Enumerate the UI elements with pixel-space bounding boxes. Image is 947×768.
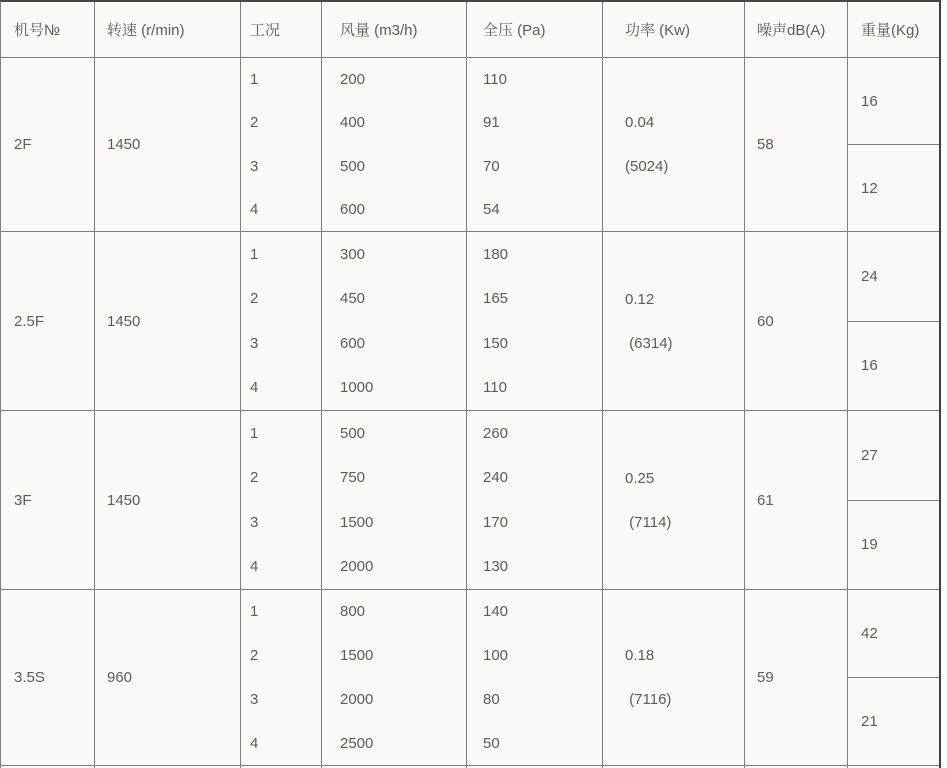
pressure-value: 100 xyxy=(483,647,509,665)
header-condition: 工况 xyxy=(241,2,322,57)
condition-value: 1 xyxy=(250,71,259,89)
power-value: 0.12 xyxy=(625,290,655,308)
power-cell xyxy=(603,58,745,231)
power-value: 0.25 xyxy=(625,469,655,487)
pressure-value: 130 xyxy=(483,558,509,576)
power-note: (7116) xyxy=(625,691,672,708)
volume-value: 600 xyxy=(340,334,366,352)
power-note: (7114) xyxy=(625,513,672,531)
condition-value: 2 xyxy=(250,290,259,308)
model-value: 3F xyxy=(1,411,95,589)
pressure-value: 140 xyxy=(483,603,509,621)
volume-value: 1500 xyxy=(340,647,374,665)
volume-value: 500 xyxy=(340,424,366,442)
condition-value: 3 xyxy=(250,334,259,352)
volume-value: 800 xyxy=(340,603,366,621)
noise-value: 59 xyxy=(745,590,848,765)
volume-value: 1000 xyxy=(340,379,374,397)
condition-value: 3 xyxy=(250,513,259,531)
volume-value: 200 xyxy=(340,71,366,89)
noise-value: 58 xyxy=(745,58,848,231)
volume-value: 2000 xyxy=(340,690,374,708)
noise-value: 61 xyxy=(745,411,848,589)
power-note: (5024) xyxy=(625,158,669,175)
speed-value: 1450 xyxy=(95,232,241,410)
model-value: 3.5S xyxy=(1,590,95,765)
table-row xyxy=(1,232,939,411)
condition-value: 2 xyxy=(250,469,259,487)
weight-cell xyxy=(848,590,939,765)
pressure-value: 150 xyxy=(483,334,509,352)
table-row xyxy=(1,411,939,590)
condition-value: 3 xyxy=(250,690,259,708)
volume-cell xyxy=(322,590,467,765)
power-cell xyxy=(603,232,745,410)
pressure-cell xyxy=(467,590,603,765)
condition-value: 4 xyxy=(250,558,259,576)
condition-value: 4 xyxy=(250,379,259,397)
volume-value: 400 xyxy=(340,114,366,132)
condition-value: 1 xyxy=(250,245,259,263)
weight-value: 42 xyxy=(848,590,939,678)
power-cell xyxy=(603,411,745,589)
condition-value: 3 xyxy=(250,157,259,175)
weight-value: 19 xyxy=(861,536,878,554)
header-volume: 风量 (m3/h) xyxy=(322,2,467,57)
header-weight: 重量(Kg) xyxy=(861,22,920,39)
pressure-value: 180 xyxy=(483,245,509,263)
volume-value: 450 xyxy=(340,290,366,308)
weight-value: 12 xyxy=(861,179,878,197)
model-value: 2F xyxy=(1,58,95,231)
speed-value: 960 xyxy=(95,590,241,765)
pressure-value: 110 xyxy=(483,71,507,89)
condition-value: 1 xyxy=(250,424,259,442)
weight-value: 24 xyxy=(848,232,939,322)
condition-cell xyxy=(241,590,322,765)
weight-value: 16 xyxy=(861,357,878,375)
pressure-value: 165 xyxy=(483,290,509,308)
volume-value: 1500 xyxy=(340,513,374,531)
condition-cell xyxy=(241,232,322,410)
volume-value: 300 xyxy=(340,245,366,263)
pressure-value: 91 xyxy=(483,114,500,132)
pressure-value: 110 xyxy=(483,379,507,397)
header-pressure: 全压 (Pa) xyxy=(467,2,603,57)
pressure-value: 170 xyxy=(483,513,509,531)
volume-cell xyxy=(322,58,467,231)
volume-value: 600 xyxy=(340,200,366,218)
pressure-value: 80 xyxy=(483,690,500,708)
power-value: 0.18 xyxy=(625,647,655,664)
weight-value: 27 xyxy=(848,411,939,501)
condition-value: 2 xyxy=(250,114,259,132)
volume-value: 750 xyxy=(340,469,366,487)
pressure-cell xyxy=(467,232,603,410)
volume-cell xyxy=(322,411,467,589)
volume-value: 2000 xyxy=(340,558,374,576)
power-cell xyxy=(603,590,745,765)
model-value: 2.5F xyxy=(1,232,95,410)
header-noise: 噪声dB(A) xyxy=(745,2,848,57)
pressure-value: 50 xyxy=(483,734,500,752)
power-value: 0.04 xyxy=(625,114,655,131)
weight-cell xyxy=(848,232,939,410)
noise-value: 60 xyxy=(745,232,848,410)
volume-value: 500 xyxy=(340,157,366,175)
pressure-value: 54 xyxy=(483,200,500,218)
condition-cell xyxy=(241,58,322,231)
header-model: 机号№ xyxy=(1,2,95,57)
weight-cell xyxy=(848,411,939,589)
condition-value: 2 xyxy=(250,647,259,665)
speed-value: 1450 xyxy=(95,58,241,231)
speed-value: 1450 xyxy=(95,411,241,589)
pressure-value: 240 xyxy=(483,469,509,487)
condition-value: 4 xyxy=(250,734,259,752)
volume-cell xyxy=(322,232,467,410)
weight-cell xyxy=(848,58,939,231)
condition-value: 1 xyxy=(250,603,259,621)
pressure-value: 70 xyxy=(483,157,500,175)
table-header-row xyxy=(1,2,939,58)
weight-value: 21 xyxy=(861,713,878,730)
pressure-value: 260 xyxy=(483,424,509,442)
condition-value: 4 xyxy=(250,200,259,218)
table-row xyxy=(1,590,939,766)
pressure-cell xyxy=(467,58,603,231)
header-power: 功率 (Kw) xyxy=(603,2,745,57)
condition-cell xyxy=(241,411,322,589)
power-note: (6314) xyxy=(625,334,673,352)
table-row xyxy=(1,58,939,232)
pressure-cell xyxy=(467,411,603,589)
weight-value: 16 xyxy=(848,58,939,145)
header-speed: 转速 (r/min) xyxy=(95,2,241,57)
volume-value: 2500 xyxy=(340,734,374,752)
